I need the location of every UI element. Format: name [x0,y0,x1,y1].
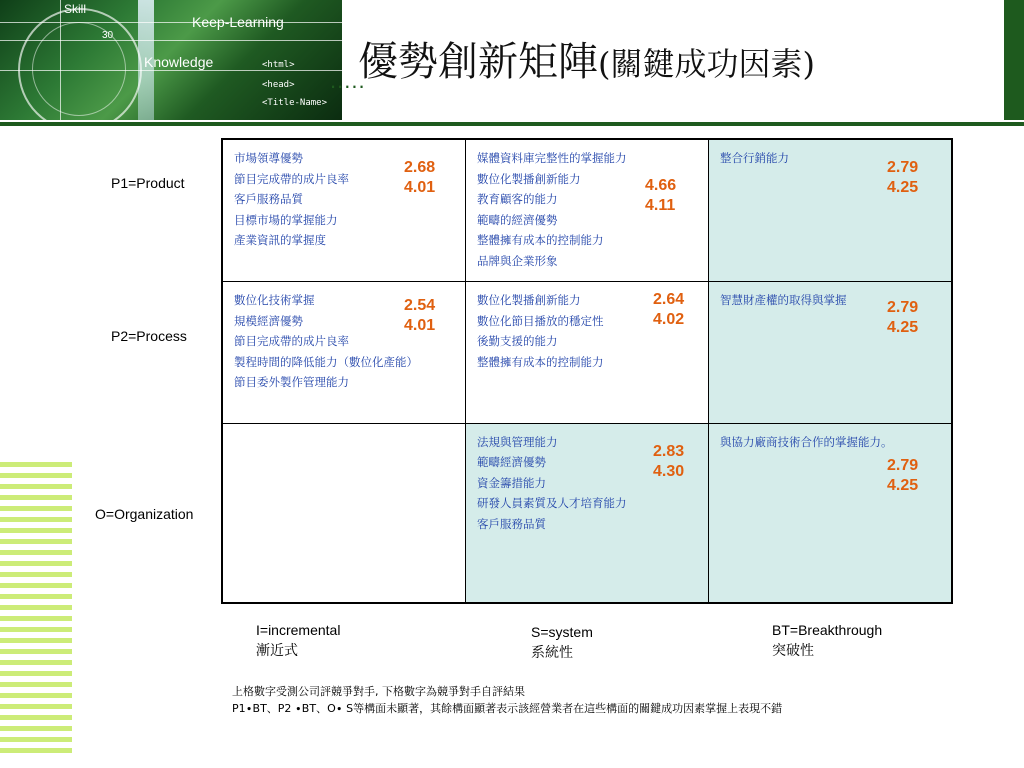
footnote-line: P1∙BT、P2 ∙BT、O∙ S等構面未顯著，其餘構面顯著表示該經營業者在這些構面的關鍵成功因素掌握上表現不錯 [232,702,783,715]
score-block [645,176,676,216]
photo-knowledge-text: Knowledge [144,54,214,70]
row-label-product: P1=Product [111,175,185,191]
cell-item: 法規與管理能力 [477,434,558,449]
cell-item: 範疇經濟優勢 [477,455,546,470]
cell-items [720,148,789,169]
stripe [0,594,72,599]
title-paren: (關鍵成功因素) [598,45,815,83]
score-block [404,158,435,198]
cell-item: 媒體資料庫完整性的掌握能力 [477,151,627,165]
score-lower: 4.01 [404,317,436,335]
stripe [0,462,72,467]
photo-head-tag: <head> [262,80,295,90]
photo-title-tag: <Title-Name> [262,98,328,108]
score-lower: 4.25 [887,476,919,494]
cell-item: 節目完成帶的成片良率 [234,171,349,186]
score-upper: 2.64 [653,291,685,309]
photo-thirty-text: 30 [102,30,114,41]
photo-html-tag: <html> [262,60,295,70]
score-upper: 2.79 [887,299,919,317]
cell-item: 整體擁有成本的控制能力 [477,354,604,369]
cell-item: 節目完成帶的成片良率 [234,334,349,349]
cell-p1-incremental [222,139,466,282]
cell-item: 規模經濟優勢 [234,313,303,328]
cell-items [477,290,604,372]
stripe [0,638,72,643]
cell-item: 數位化製播創新能力 [477,293,581,308]
column-sublabel-text: 突破性 [772,642,814,658]
stripe [0,561,72,566]
title-dots: ..... [330,68,366,93]
stripe [0,605,72,610]
stripe [0,627,72,632]
cell-item: 品牌與企業形象 [477,253,558,268]
score-upper: 2.54 [404,297,436,315]
score-block [887,298,918,338]
stripe [0,495,72,500]
grid-line [0,40,342,41]
score-block [653,290,684,330]
row-label-process: P2=Process [111,328,187,344]
score-block [887,456,918,496]
column-label-text: I=incremental [256,622,341,638]
stripe [0,704,72,709]
cell-item: 後勤支援的能力 [477,334,558,349]
score-lower: 4.02 [653,311,685,329]
score-block [887,158,918,198]
score-lower: 4.25 [887,319,919,337]
cell-items [720,290,847,311]
stripe [0,583,72,588]
footnote-line: 上格數字受測公司評競爭對手, 下格數字為競爭對手自評結果 [232,685,525,698]
photo-keep-learning-text: Keep-Learning [192,14,284,30]
cell-item: 整體擁有成本的控制能力 [477,233,604,247]
stripe [0,616,72,621]
cell-item: 市場領導優勢 [234,151,303,165]
column-label-text: S=system [531,624,593,640]
stripe [0,737,72,742]
stripe [0,726,72,731]
cell-item: 與協力廠商技術合作的掌握能力。 [720,434,893,449]
cell-o-breakthrough [709,423,953,603]
cell-item: 數位化技術掌握 [234,293,315,308]
header-right-bar [1004,0,1024,120]
score-upper: 2.68 [404,159,436,176]
cell-item: 客戶服務品質 [477,516,546,531]
row-label-organization: O=Organization [95,506,194,522]
stripe [0,715,72,720]
score-lower: 4.01 [404,179,436,196]
cell-item: 範疇的經濟優勢 [477,212,558,227]
stripe [0,649,72,654]
cell-p1-system [466,139,709,282]
cell-item: 數位化節目播放的穩定性 [477,313,604,328]
score-block [404,296,435,336]
grid-line [0,22,342,23]
cell-item: 數位化製播創新能力 [477,171,581,186]
column-label-text: BT=Breakthrough [772,622,883,638]
column-label-system [531,622,593,662]
stripe [0,506,72,511]
cell-o-system [466,423,709,603]
cell-items [234,148,349,251]
cell-p2-breakthrough [709,282,953,424]
cell-items [234,290,418,393]
cell-items [720,432,893,453]
score-upper: 2.79 [887,159,919,176]
slide-title [358,30,815,87]
stripe [0,517,72,522]
cell-p2-incremental [222,282,466,424]
cell-item: 產業資訊的掌握度 [234,233,326,247]
footnote [232,683,782,717]
score-upper: 2.83 [653,442,685,460]
cell-item: 製程時間的降低能力（數位化產能） [234,354,418,369]
score-upper: 4.66 [645,177,677,194]
stripe [0,660,72,665]
title-main: 優勢創新矩陣 [358,39,598,85]
score-upper: 2.79 [887,456,919,474]
cell-item: 研發人員素質及人才培育能力 [477,496,627,511]
matrix-row-organization [222,423,952,603]
stripe [0,528,72,533]
cell-item: 整合行銷能力 [720,151,789,165]
matrix-row-process [222,282,952,424]
cell-item: 教育顧客的能力 [477,192,558,206]
cell-item: 節目委外製作管理能力 [234,375,349,390]
column-label-incremental [256,620,340,660]
cell-p2-system [466,282,709,424]
stripe [0,671,72,676]
stripe [0,748,72,753]
score-lower: 4.25 [887,179,919,196]
innovation-matrix [221,138,953,604]
stripe [0,693,72,698]
score-block [653,442,684,482]
cell-items [477,148,627,271]
matrix-row-product [222,139,952,282]
column-label-breakthrough [772,620,882,660]
stripe [0,539,72,544]
stripe [0,473,72,478]
cell-item: 智慧財產權的取得與掌握 [720,293,847,308]
cell-items [477,432,627,535]
cell-item: 資金籌措能力 [477,475,546,490]
score-lower: 4.30 [653,462,685,480]
stripe [0,484,72,489]
photo-skill-text: Skill [64,2,87,16]
column-sublabel-text: 漸近式 [256,642,298,658]
cell-p1-breakthrough [709,139,953,282]
stripe [0,572,72,577]
stripe [0,682,72,687]
left-stripes [0,462,72,759]
stripe [0,550,72,555]
column-sublabel-text: 系統性 [531,644,573,660]
header-photo [0,0,342,120]
grid-line [60,0,61,120]
cell-item: 客戶服務品質 [234,192,303,206]
cell-o-incremental [222,423,466,603]
grid-line [0,70,342,71]
score-lower: 4.11 [645,197,676,214]
cell-item: 目標市場的掌握能力 [234,212,338,227]
header-banner [0,0,1024,126]
